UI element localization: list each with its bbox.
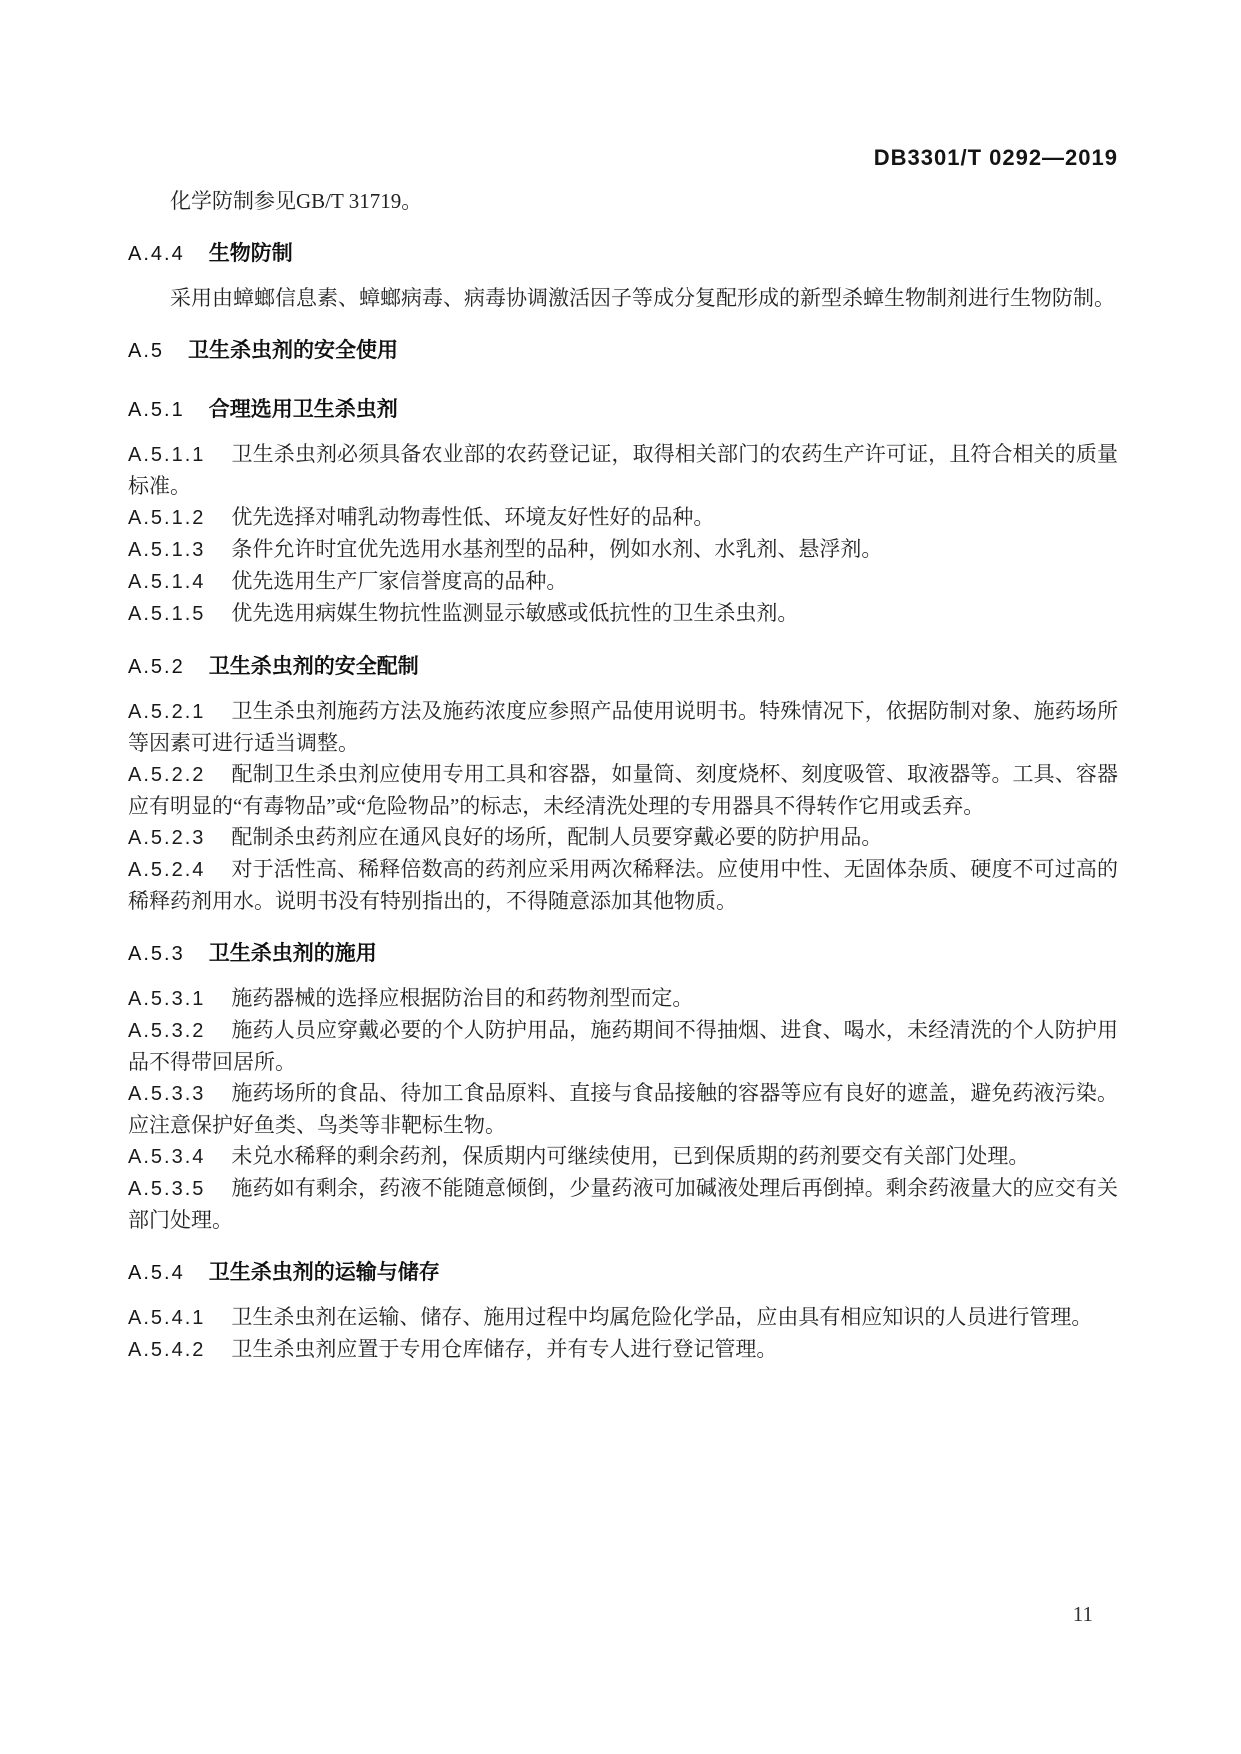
clause-text: 卫生杀虫剂必须具备农业部的农药登记证，取得相关部门的农药生产许可证，且符合相关的质量标准。 bbox=[128, 442, 1118, 498]
section-heading bbox=[128, 938, 1118, 970]
clause bbox=[128, 1334, 1118, 1366]
clause-text: 配制杀虫药剂应在通风良好的场所，配制人员要穿戴必要的防护用品。 bbox=[231, 825, 883, 849]
document-body bbox=[128, 186, 1118, 1366]
clause-number: A.5.3.5 bbox=[128, 1178, 206, 1200]
section-heading bbox=[128, 335, 1118, 367]
clause-number: A.5.2.3 bbox=[128, 827, 206, 849]
clause-number: A.5.1.4 bbox=[128, 571, 206, 593]
heading-number: A.5.2 bbox=[128, 656, 185, 678]
clause-number: A.5.3.1 bbox=[128, 988, 206, 1010]
clause-text: 优先选择对哺乳动物毒性低、环境友好性好的品种。 bbox=[231, 505, 715, 529]
clause bbox=[128, 1015, 1118, 1078]
clause-number: A.5.2.1 bbox=[128, 701, 206, 723]
doc-number-header: DB3301/T 0292—2019 bbox=[873, 145, 1118, 170]
clause-text: 优先选用病媒生物抗性监测显示敏感或低抗性的卫生杀虫剂。 bbox=[231, 601, 799, 625]
clause bbox=[128, 1141, 1118, 1173]
heading-title: 卫生杀虫剂的运输与储存 bbox=[208, 1261, 440, 1284]
clause-text: 卫生杀虫剂在运输、储存、施用过程中均属危险化学品，应由具有相应知识的人员进行管理。 bbox=[231, 1305, 1093, 1329]
heading-number: A.5 bbox=[128, 340, 165, 362]
paragraph: 化学防制参见GB/T 31719。 bbox=[170, 189, 423, 213]
clause-text: 卫生杀虫剂施药方法及施药浓度应参照产品使用说明书。特殊情况下，依据防制对象、施药场所等因素可进行适当调整。 bbox=[128, 699, 1118, 755]
clause-text: 未兑水稀释的剩余药剂，保质期内可继续使用，已到保质期的药剂要交有关部门处理。 bbox=[231, 1144, 1030, 1168]
clause bbox=[128, 598, 1118, 630]
clause-text: 施药如有剩余，药液不能随意倾倒，少量药液可加碱液处理后再倒掉。剩余药液量大的应交有关部门处理。 bbox=[128, 1176, 1118, 1232]
heading-title: 合理选用卫生杀虫剂 bbox=[208, 398, 398, 421]
clause-number: A.5.2.2 bbox=[128, 764, 206, 786]
clause-number: A.5.1.5 bbox=[128, 603, 206, 625]
clause-text: 优先选用生产厂家信誉度高的品种。 bbox=[231, 569, 568, 593]
heading-title: 卫生杀虫剂的施用 bbox=[208, 942, 377, 965]
heading-title: 生物防制 bbox=[208, 242, 293, 265]
clause bbox=[128, 759, 1118, 822]
clause-number: A.5.4.1 bbox=[128, 1307, 206, 1329]
clause bbox=[128, 1302, 1118, 1334]
clause bbox=[128, 439, 1118, 502]
heading-title: 卫生杀虫剂的安全配制 bbox=[208, 655, 419, 678]
clause-text: 施药人员应穿戴必要的个人防护用品，施药期间不得抽烟、进食、喝水，未经清洗的个人防护用品不得带回居所。 bbox=[128, 1018, 1118, 1074]
clause bbox=[128, 1078, 1118, 1141]
clause bbox=[128, 854, 1118, 917]
clause-text: 配制卫生杀虫剂应使用专用工具和容器，如量筒、刻度烧杯、刻度吸管、取液器等。工具、容器应有明显的“有毒物品”或“危险物品”的标志，未经清洗处理的专用器具不得转作它用或丢弃。 bbox=[128, 762, 1118, 818]
clause-number: A.5.1.3 bbox=[128, 539, 206, 561]
clause-number: A.5.3.3 bbox=[128, 1083, 206, 1105]
section-heading bbox=[128, 394, 1118, 426]
clause bbox=[128, 566, 1118, 598]
heading-number: A.5.1 bbox=[128, 399, 185, 421]
clause bbox=[128, 534, 1118, 566]
clause-text: 施药器械的选择应根据防治目的和药物剂型而定。 bbox=[231, 986, 694, 1010]
heading-number: A.5.4 bbox=[128, 1262, 185, 1284]
clause-number: A.5.1.2 bbox=[128, 507, 206, 529]
clause-text: 施药场所的食品、待加工食品原料、直接与食品接触的容器等应有良好的遮盖，避免药液污染。应注意保护好鱼类、鸟类等非靶标生物。 bbox=[128, 1081, 1118, 1137]
section-heading bbox=[128, 1257, 1118, 1289]
clause bbox=[128, 502, 1118, 534]
clause-number: A.5.3.2 bbox=[128, 1020, 206, 1042]
clause bbox=[128, 822, 1118, 854]
clause-number: A.5.2.4 bbox=[128, 859, 206, 881]
page-number: 11 bbox=[1072, 1602, 1093, 1626]
clause-text: 卫生杀虫剂应置于专用仓库储存，并有专人进行登记管理。 bbox=[231, 1337, 778, 1361]
section-heading bbox=[128, 238, 1118, 270]
section-heading bbox=[128, 651, 1118, 683]
heading-number: A.5.3 bbox=[128, 943, 185, 965]
heading-number: A.4.4 bbox=[128, 243, 185, 265]
clause bbox=[128, 983, 1118, 1015]
clause-number: A.5.4.2 bbox=[128, 1339, 206, 1361]
paragraph: 采用由蟑螂信息素、蟑螂病毒、病毒协调激活因子等成分复配形成的新型杀蟑生物制剂进行生物防制。 bbox=[170, 286, 1115, 310]
clause bbox=[128, 1173, 1118, 1236]
heading-title: 卫生杀虫剂的安全使用 bbox=[188, 339, 399, 362]
clause-number: A.5.3.4 bbox=[128, 1146, 206, 1168]
clause bbox=[128, 696, 1118, 759]
clause-number: A.5.1.1 bbox=[128, 444, 206, 466]
clause-text: 对于活性高、稀释倍数高的药剂应采用两次稀释法。应使用中性、无固体杂质、硬度不可过高的稀释药剂用水。说明书没有特别指出的，不得随意添加其他物质。 bbox=[128, 857, 1118, 913]
clause-text: 条件允许时宜优先选用水基剂型的品种，例如水剂、水乳剂、悬浮剂。 bbox=[231, 537, 883, 561]
